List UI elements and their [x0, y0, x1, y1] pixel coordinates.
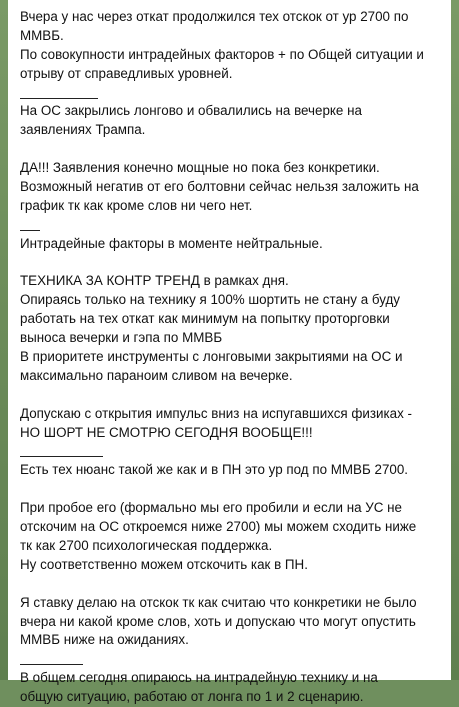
message-text-line: Допускаю с открытия импульс вниз на испугавшихся физиках - [20, 405, 412, 421]
message-text-line: ММВБ. [20, 27, 64, 43]
message-separator [20, 650, 441, 669]
message-text-line: максимально параноим сливом на вечерке. [20, 367, 293, 383]
message-text-line: Есть тех нюанс такой же как и в ПН это ур под по ММВБ 2700. [20, 462, 409, 478]
message-paragraph [20, 235, 441, 254]
message-text-line: общую ситуацию, работаю от лонга по 1 и 2 сценарию. [20, 689, 364, 705]
chat-background-left [0, 0, 8, 680]
message-text-line: Опираясь только на технику я 100% шортить не стану а буду [20, 292, 401, 308]
message-text-line: отскочим на ОС откроемся ниже 2700) мы можем сходить ниже [20, 519, 417, 535]
message-separator [20, 442, 441, 461]
message-text-line: Ну соответственно можем отскочить как в ПН. [20, 556, 308, 572]
message-text-line: ДА!!! Заявления конечно мощные но пока без конкретики. [20, 160, 380, 176]
message-bubble [8, 0, 451, 705]
message-blank-line [20, 254, 441, 273]
message-text-line: график тк как кроме слов ни чего нет. [20, 197, 253, 213]
message-paragraph [20, 461, 441, 480]
message-text-line: работать на тех откат как минимум на попытку проторговки [20, 311, 390, 327]
message-text-line: По совокупности интрадейных факторов + по Общей ситуации и [20, 46, 424, 62]
chat-background-right [451, 0, 459, 680]
message-text-line: ММВБ ниже на ожиданиях. [20, 632, 189, 648]
message-paragraph [20, 499, 441, 575]
message-paragraph [20, 594, 441, 651]
message-blank-line [20, 140, 441, 159]
message-text-line: НО ШОРТ НЕ СМОТРЮ СЕГОДНЯ ВООБЩЕ!!! [20, 424, 313, 440]
message-paragraph [20, 272, 441, 385]
message-separator [20, 84, 441, 103]
message-text-line: В общем сегодня опираюсь на интрадейную технику и на [20, 670, 378, 686]
message-text-line: В приоритете инструменты с лонговыми закрытиями на ОС и [20, 349, 403, 365]
message-text-line: Вчера у нас через откат продолжился тех отскок от ур 2700 по [20, 9, 409, 24]
message-blank-line [20, 386, 441, 405]
message-paragraph [20, 159, 441, 216]
message-text-line: Интрадейные факторы в моменте нейтральные. [20, 235, 323, 251]
message-text-line: заявлениях Трампа. [20, 122, 146, 138]
message-paragraph [20, 405, 441, 443]
message-text-line: тк как 2700 психологическая поддержка. [20, 537, 273, 553]
message-separator [20, 216, 441, 235]
message-text-line: ТЕХНИКА ЗА КОНТР ТРЕНД в рамках дня. [20, 273, 289, 289]
separator-rule [20, 98, 98, 99]
message-text-line: Возможный негатив от его болтовни сейчас нельзя заложить на [20, 179, 419, 195]
message-paragraph [20, 669, 441, 707]
separator-rule [20, 456, 103, 457]
separator-rule [20, 664, 83, 665]
message-blank-line [20, 575, 441, 594]
separator-rule [20, 230, 40, 231]
message-text-line: вчера ни какой кроме слов, хоть и допускаю что могут опустить [20, 613, 416, 629]
message-paragraph [20, 102, 441, 140]
message-text-line: выноса вечерки и гэпа по ММВБ [20, 330, 223, 346]
message-text-line: Я ставку делаю на отскок тк как считаю что конкретики не было [20, 594, 417, 610]
message-blank-line [20, 480, 441, 499]
message-text-line: При пробое его (формально мы его пробили и если на УС не [20, 500, 403, 516]
message-paragraph [20, 8, 441, 84]
message-text-line: На ОС закрылись лонгово и обвалились на вечерке на [20, 103, 362, 119]
message-text-line: отрыву от справедливых уровней. [20, 65, 233, 81]
